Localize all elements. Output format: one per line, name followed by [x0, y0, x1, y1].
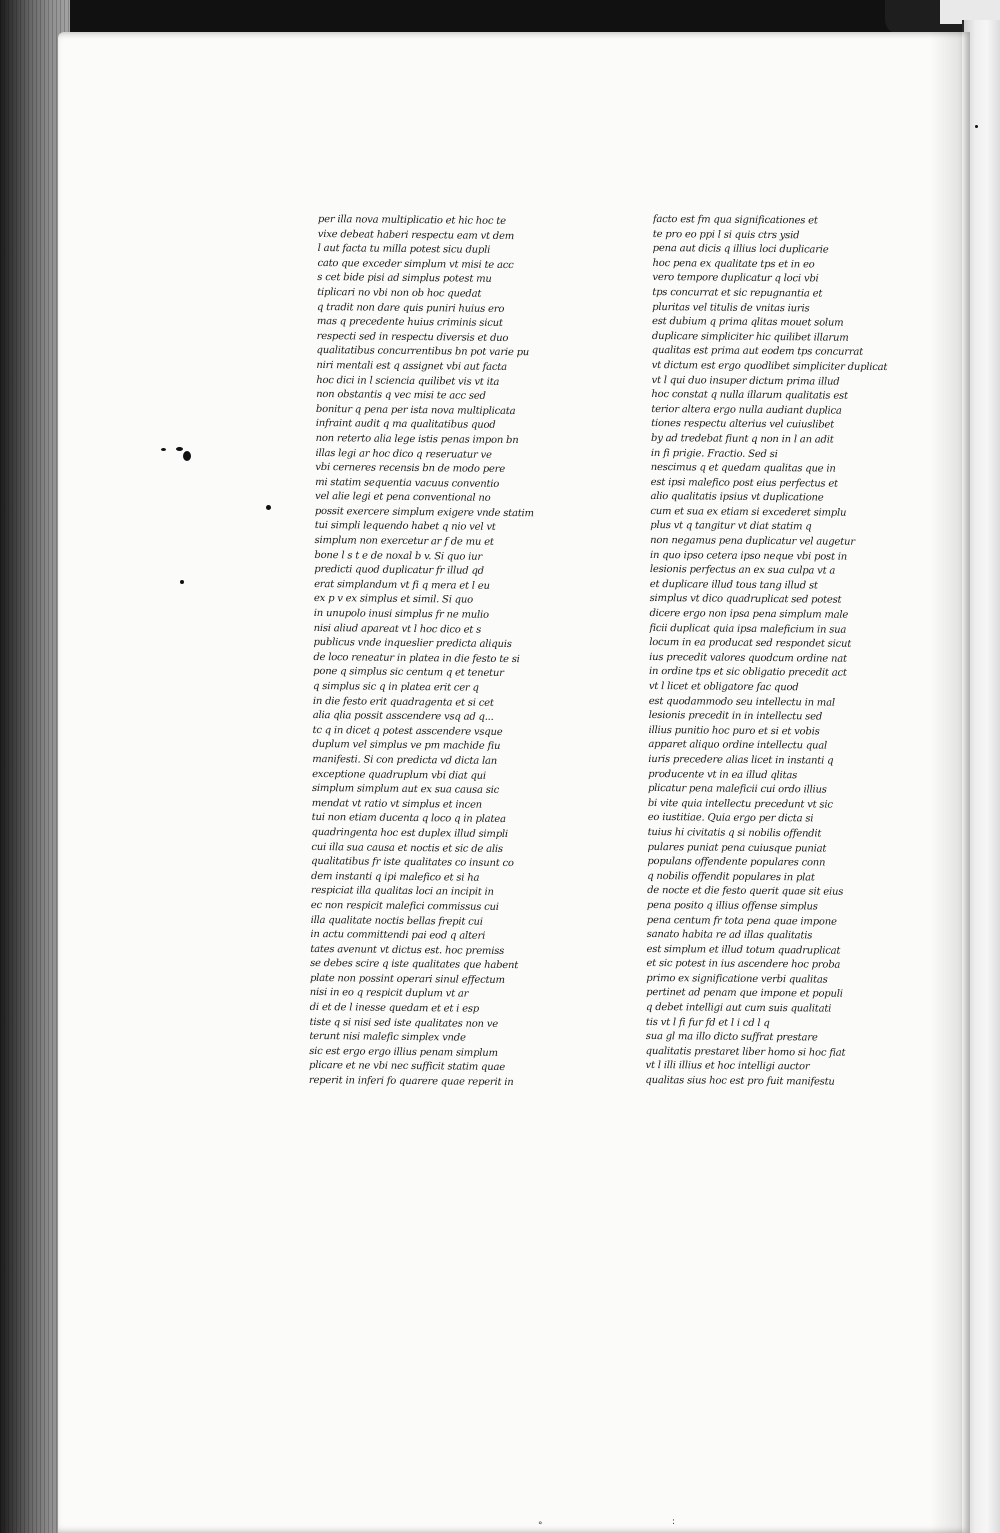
manuscript-line: sua gl ma illo dicto suffrat prestare — [645, 1031, 818, 1044]
manuscript-line: tiplicari no vbi non ob hoc quedat — [317, 286, 482, 300]
manuscript-line: non reterto alia lege istis penas impon bn — [315, 432, 519, 447]
manuscript-line: sic est ergo ergo illius penam simplum — [309, 1045, 498, 1059]
manuscript-line: tui non etiam ducenta q loco q in platea — [311, 812, 506, 826]
manuscript-line: qualitatibus concurrentibus bn pot varie pu — [316, 345, 530, 359]
manuscript-line: nisi in eo q respicit duplum vt ar — [309, 987, 469, 1001]
manuscript-column-right — [645, 213, 893, 1091]
manuscript-line: tiste q si nisi sed iste qualitates non ve — [309, 1016, 499, 1030]
manuscript-line: tis vt l fi fur fd et l i cd l q — [645, 1016, 770, 1029]
ink-blot — [161, 448, 166, 451]
manuscript-line: dem instanti q ipi malefico et si ha — [310, 870, 480, 884]
manuscript-line: bone l s t e de noxal b v. Si quo iur — [314, 549, 483, 563]
manuscript-line: vt l illi illius et hoc intelligi auctor — [645, 1060, 810, 1073]
manuscript-line: q tradit non dare quis puniri huius ero — [316, 301, 505, 315]
manuscript-line: ex p v ex simplus et simil. Si quo — [313, 593, 474, 607]
manuscript-line: de loco reneatur in platea in die festo te si — [313, 651, 520, 665]
manuscript-line: in quo ipso cetera ipso neque vbi post in — [649, 549, 848, 563]
manuscript-line: est simplum et illud totum quadruplicat — [646, 943, 841, 957]
manuscript-line: mas q precedente huius criminis sicut — [316, 316, 503, 330]
manuscript-line: producente vt in ea illud qlitas — [648, 768, 798, 781]
manuscript-line: facto est fm qua significationes et — [652, 213, 818, 227]
bottom-mark: ° — [538, 1521, 543, 1531]
manuscript-line: tps concurrat et sic repugnantia et — [652, 286, 823, 300]
manuscript-line: nisi aliud apareat vt l hoc dico et s — [313, 622, 482, 636]
manuscript-line: tates avenunt vt dictus est. hoc premiss — [310, 943, 505, 957]
manuscript-line: infraint audit q ma qualitatibus quod — [315, 418, 496, 432]
manuscript-line: hoc pena ex qualitate tps et in eo — [652, 257, 815, 271]
manuscript-line: vero tempore duplicatur q loci vbi — [652, 272, 819, 285]
manuscript-line: hoc dici in l sciencia quilibet vis vt ita — [316, 374, 500, 388]
manuscript-line: eo iustitiae. Quia ergo per dicta si — [647, 812, 814, 825]
manuscript-line: vel alie legi et pena conventional no — [314, 491, 491, 505]
ink-blot — [180, 580, 184, 584]
manuscript-line: pluritas vel titulis de vnitas iuris — [652, 301, 810, 314]
manuscript-line: vbi cerneres recensis bn de modo pere — [315, 462, 506, 476]
manuscript-line: bonitur q pena per ista nova multiplicata — [315, 403, 516, 417]
manuscript-line: te pro eo ppi l si quis ctrs ysid — [652, 228, 800, 241]
manuscript-line: ec non respicit malefici commissus cui — [310, 899, 499, 913]
manuscript-line: se debes scire q iste qualitates que habent — [310, 958, 519, 972]
manuscript-line: non obstantis q vec misi te acc sed — [316, 389, 486, 402]
manuscript-line: illas legi ar hoc dico q reseruatur ve — [315, 447, 492, 461]
manuscript-line: q simplus sic q in platea erit cer q — [312, 680, 479, 694]
manuscript-line: publicus vnde inqueslier predicta aliquis — [313, 637, 512, 651]
manuscript-line: in actu committendi pai eod q alteri — [310, 929, 486, 942]
manuscript-column-left — [309, 213, 558, 1091]
manuscript-line: est ipsi malefico post eius perfectus et — [650, 476, 838, 490]
manuscript-line: simplus vt dico quadruplicat sed potest — [649, 593, 842, 607]
manuscript-line: possit exercere simplum exigere vnde statim — [314, 505, 534, 520]
manuscript-line: terior altera ergo nulla audiant duplica — [651, 403, 842, 417]
manuscript-line: pulares puniat pena cuiusque puniat — [647, 841, 827, 855]
manuscript-line: de nocte et die festo querit quae sit eius — [647, 885, 844, 898]
manuscript-line: reperit in inferi fo quarere quae reperit in — [308, 1074, 514, 1089]
manuscript-line: pena centum fr tota pena quae impone — [646, 914, 837, 928]
manuscript-line: sanato habita re ad illas qualitatis — [646, 929, 813, 942]
manuscript-line: mendat vt ratio vt simplus et incen — [311, 797, 483, 811]
manuscript-line: simplum non exercetur ar f de mu et — [314, 535, 494, 548]
manuscript-line: apparet aliquo ordine intellectu qual — [648, 739, 828, 752]
manuscript-line: quadringenta hoc est duplex illud simpli — [311, 826, 508, 840]
manuscript-line: et sic potest in ius ascendere hoc proba — [646, 958, 841, 971]
manuscript-line: duplicare simpliciter hic quilibet illarum — [651, 330, 849, 344]
manuscript-line: di et de l inesse quedam et et i esp — [309, 1002, 480, 1015]
manuscript-line: nescimus q et quedam qualitas que in — [650, 462, 836, 475]
manuscript-line: est dubium q prima qlitas mouet solum — [652, 316, 844, 329]
manuscript-line: cato que exceder simplum vt misi te acc — [317, 257, 514, 271]
manuscript-line: vt l qui duo insuper dictum prima illud — [651, 374, 840, 388]
manuscript-line: per illa nova multiplicatio et hic hoc te — [317, 213, 506, 227]
manuscript-line: lesionis precedit in in intellectu sed — [648, 710, 823, 723]
manuscript-line: by ad tredebat fiunt q non in l an adit — [650, 432, 834, 446]
manuscript-line: manifesti. Si con predicta vd dicta lan — [312, 753, 498, 767]
ink-blot — [975, 125, 978, 128]
manuscript-line: illa qualitate noctis bellas frepit cui — [310, 914, 483, 928]
manuscript-line: iuris precedere alias licet in instanti q — [648, 753, 834, 767]
manuscript-line: s cet bide pisi ad simplus potest mu — [317, 272, 492, 286]
manuscript-line: qualitatis prestaret liber homo si hoc fiat — [645, 1045, 846, 1059]
manuscript-line: pertinet ad penam que impone et populi — [646, 987, 843, 1001]
bottom-mark: : — [672, 1517, 676, 1527]
manuscript-line: locum in ea producat sed respondet sicut — [649, 637, 852, 650]
ink-blot — [176, 447, 183, 451]
manuscript-line: simplum simplum aut ex sua causa sic — [311, 783, 500, 797]
manuscript-line: tui simpli lequendo habet q nio vel vt — [314, 520, 496, 534]
manuscript-line: bi vite quia intellectu precedunt vt sic — [647, 797, 833, 811]
manuscript-line: cum et sua ex etiam si excederet simplu — [650, 505, 847, 519]
manuscript-line: respecti sed in respectu diversis et duo — [316, 330, 509, 344]
manuscript-line: vt dictum est ergo quodlibet simpliciter duplicat — [651, 359, 888, 373]
manuscript-line: tiones respectu alterius vel cuiuslibet — [651, 418, 835, 431]
manuscript-line: est quodammodo seu intellectu in mal — [648, 695, 835, 709]
manuscript-line: tc q in dicet q potest asscendere vsque — [312, 724, 503, 738]
manuscript-line: predicti quod duplicatur fr illud qd — [314, 564, 484, 578]
manuscript-line: ficii duplicat quia ipsa maleficium in sua — [649, 622, 847, 636]
gutter-shadow — [930, 32, 962, 1533]
manuscript-line: vt l licet et obligatore fac quod — [648, 680, 799, 694]
manuscript-line: erat simplandum vt fi q mera et l eu — [314, 578, 490, 592]
manuscript-line: duplum vel simplus ve pm machide fiu — [312, 739, 501, 753]
manuscript-line: l aut facta tu milla potest sicu dupli — [317, 243, 491, 256]
manuscript-line: q nobilis offendit populares in plat — [647, 870, 815, 884]
manuscript-line: terunt nisi malefic simplex vnde — [309, 1031, 466, 1044]
manuscript-line: in die festo erit quadragenta et si cet — [312, 695, 494, 709]
manuscript-line: pena posito q illius offense simplus — [646, 899, 818, 913]
manuscript-line: plus vt q tangitur vt diat statim q — [650, 520, 812, 533]
manuscript-line: plate non possint operari sinul effectum — [309, 972, 505, 986]
manuscript-line: qualitas est prima aut eodem tps concurrat — [651, 345, 864, 359]
ink-blot — [183, 451, 191, 461]
manuscript-line: primo ex significatione verbi qualitas — [646, 972, 828, 986]
manuscript-line: pena aut dicis q illius loci duplicarie — [652, 243, 829, 256]
manuscript-line: q debet intelligi aut cum suis qualitati — [646, 1002, 832, 1015]
manuscript-line: alio qualitatis ipsius vt duplicatione — [650, 491, 824, 504]
manuscript-line: plicatur pena maleficii cui ordo illius — [647, 783, 827, 796]
manuscript-line: illius punitio hoc puro et si et vobis — [648, 724, 820, 738]
manuscript-line: cui illa sua causa et noctis et sic de alis — [311, 841, 503, 855]
manuscript-line: non negamus pena duplicatur vel augetur — [650, 535, 855, 548]
ink-blot — [266, 505, 271, 510]
manuscript-line: in ordine tps et sic obligatio precedit act — [648, 666, 847, 680]
manuscript-line: dicere ergo non ipsa pena simplum male — [649, 608, 849, 621]
manuscript-line: et duplicare illud tous tang illud st — [649, 578, 818, 592]
manuscript-line: mi statim sequentia vacuus conventio — [315, 476, 500, 490]
manuscript-line: pone q simplus sic centum q et tenetur — [313, 666, 504, 680]
manuscript-line: plicare et ne vbi nec sufficit statim quae — [309, 1060, 506, 1074]
manuscript-line: qualitas sius hoc est pro fuit manifestu — [645, 1074, 835, 1088]
manuscript-line: alia qlia possit asscendere vsq ad q... — [312, 710, 494, 724]
manuscript-line: exceptione quadruplum vbi diat qui — [312, 768, 486, 782]
manuscript-line: vixe debeat haberi respectu eam vt dem — [317, 228, 515, 242]
manuscript-line: populans offendente populares conn — [647, 856, 826, 869]
manuscript-line: in unupolo inusi simplus fr ne mulio — [313, 608, 489, 621]
manuscript-line: ius precedit valores quodcum ordine nat — [649, 651, 847, 665]
manuscript-line: lesionis perfectus an ex sua culpa vt a — [649, 564, 836, 577]
manuscript-line: in fi prigie. Fractio. Sed si — [650, 447, 778, 460]
manuscript-line: qualitatibus fr iste qualitates co insunt co — [311, 856, 514, 870]
manuscript-line: respiciat illa qualitas loci an incipit in — [310, 885, 494, 899]
manuscript-line: tuius hi civitatis q si nobilis offendit — [647, 826, 822, 840]
manuscript-line: hoc constat q nulla illarum qualitatis est — [651, 389, 848, 402]
manuscript-line: niri mentali est q assignet vbi aut facta — [316, 359, 507, 373]
